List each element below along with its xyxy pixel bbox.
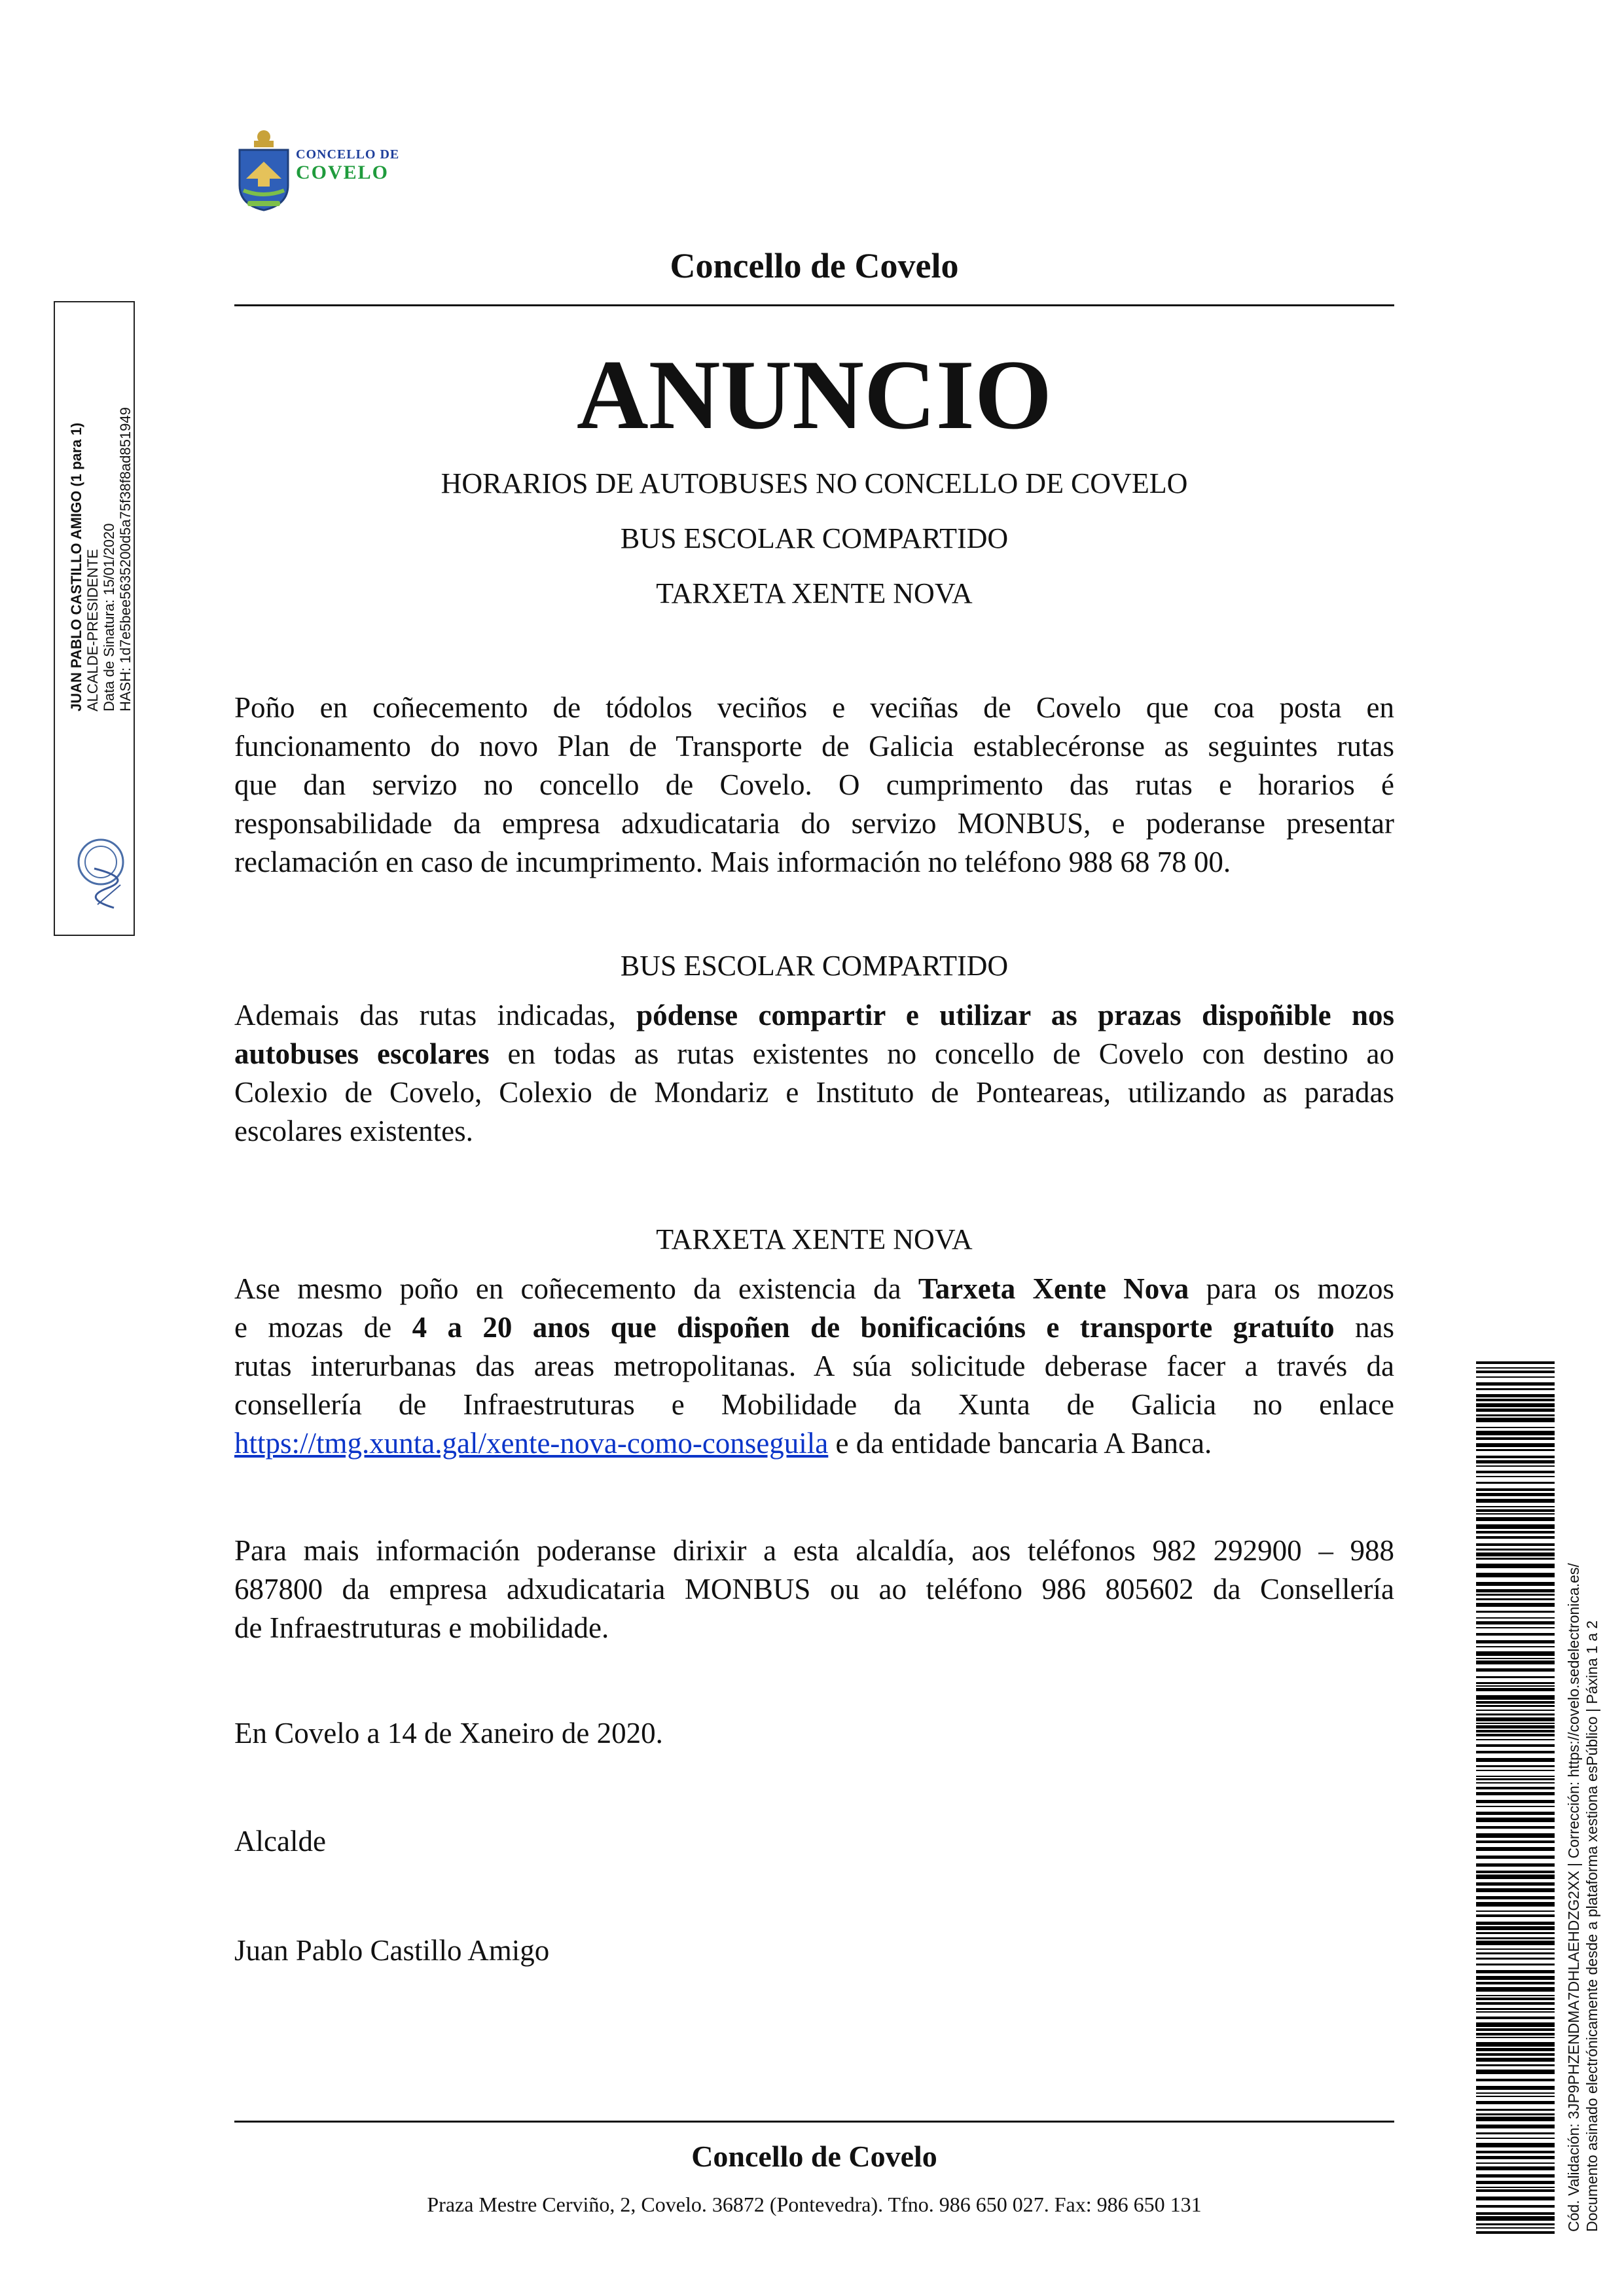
barcode-bar [1476, 1456, 1555, 1458]
barcode-bar [1476, 1603, 1555, 1607]
text-run: nas [1334, 1311, 1394, 1344]
barcode-bar [1476, 1710, 1555, 1711]
barcode-bar [1476, 1871, 1555, 1873]
barcode-bar [1476, 2002, 1555, 2005]
barcode-bar [1476, 1509, 1555, 1512]
signature-date: Data de Sinatura: 15/01/2020 [101, 523, 117, 711]
barcode-bar [1476, 1499, 1555, 1503]
barcode-bar [1476, 1776, 1555, 1777]
barcode-bar [1476, 2187, 1555, 2188]
barcode-bar [1476, 2156, 1555, 2159]
barcode-bar [1476, 1778, 1555, 1780]
barcode-bar [1476, 1734, 1555, 1736]
barcode-bar [1476, 1371, 1555, 1373]
barcode-bar [1476, 2096, 1555, 2097]
logo-line1: CONCELLO DE [296, 147, 400, 162]
barcode-bar [1476, 1646, 1555, 1647]
barcode-bar [1476, 1701, 1555, 1704]
page-title: ANUNCIO [576, 340, 1053, 450]
card-section-paragraph [234, 1270, 1394, 1463]
barcode-bar [1476, 2166, 1555, 2170]
barcode-bar [1476, 1524, 1555, 1529]
barcode-bar [1476, 1856, 1555, 1859]
barcode-bar [1476, 1937, 1555, 1939]
validation-rotated-content [1564, 1355, 1624, 2232]
validation-platform-line: Documento asinado electrónicamente desde a plataforma xestiona esPúblico | Páxina 1 a 2 [1583, 1620, 1600, 2232]
text-run: Ademais das rutas indicadas, [234, 999, 637, 1031]
bus-line [234, 996, 1394, 1035]
barcode-bar [1476, 1465, 1555, 1467]
barcode-bar [1476, 1611, 1555, 1613]
barcode-bar [1476, 1723, 1555, 1724]
barcode-bar [1476, 1970, 1555, 1973]
barcode-bar [1476, 1582, 1555, 1586]
card-line: rutas interurbanas das areas metropolitanas. A súa solicitude deberase facer a través da [234, 1350, 1394, 1382]
text-run: e da entidade bancaria A Banca. [828, 1427, 1212, 1460]
barcode-bar [1476, 1668, 1555, 1672]
bus-line: Colexio de Covelo, Colexio de Mondariz e Instituto de Ponteareas, utilizando as paradas [234, 1076, 1394, 1109]
signature-text [68, 407, 134, 711]
bold-run: autobuses escolares [234, 1037, 490, 1070]
barcode-bar [1476, 1558, 1555, 1560]
barcode-bar [1476, 1676, 1555, 1678]
barcode-bar [1476, 1443, 1555, 1447]
barcode-bar [1476, 1888, 1555, 1892]
barcode-bar [1476, 1976, 1555, 1980]
intro-line: responsabilidade da empresa adxudicataria do servizo MONBUS, e poderanse presentar [234, 807, 1394, 840]
intro-line: funcionamento do novo Plan de Transporte de Galicia establecéronse as seguintes rutas [234, 730, 1394, 762]
barcode-bar [1476, 1640, 1555, 1643]
barcode-bar [1476, 2151, 1555, 2153]
barcode-bar [1476, 1361, 1555, 1364]
barcode-bar [1476, 1982, 1555, 1984]
barcode-bar [1476, 2070, 1555, 2074]
barcode-bar [1476, 1476, 1555, 1477]
text-run: en todas as rutas existentes no concello de Covelo con destino ao [489, 1037, 1394, 1070]
barcode-bar [1476, 2125, 1555, 2128]
barcode-bar [1476, 1627, 1555, 1628]
barcode-bar [1476, 1840, 1555, 1843]
barcode-bar [1476, 1471, 1555, 1473]
barcode-bar [1476, 1403, 1555, 1407]
barcode-bar [1476, 2227, 1555, 2229]
barcode-bar [1476, 1695, 1555, 1700]
footer-title: Concello de Covelo [691, 2140, 937, 2173]
barcode-bar [1476, 1932, 1555, 1934]
signature-hash: HASH: 1d7e5bee5635200d5a75f38f8ad851949 [117, 407, 134, 711]
subtitle-3: TARXETA XENTE NOVA [656, 577, 973, 609]
barcode-bar [1476, 1826, 1555, 1829]
barcode-bar [1476, 1882, 1555, 1886]
barcode-bar [1476, 1812, 1555, 1815]
barcode-bar [1476, 1431, 1555, 1435]
barcode-bar [1476, 1408, 1555, 1412]
barcode-bar [1476, 1705, 1555, 1707]
barcode-bar [1476, 2143, 1555, 2147]
barcode-bar [1476, 1717, 1555, 1721]
barcode-bar [1476, 2011, 1555, 2013]
barcode-bar [1476, 2079, 1555, 2081]
bus-line [234, 1035, 1394, 1073]
concello-logo [234, 128, 400, 213]
barcode-bar [1476, 2064, 1555, 2066]
barcode-bar [1476, 2216, 1555, 2221]
bus-line: escolares existentes. [234, 1115, 473, 1147]
header-divider [234, 304, 1394, 306]
barcode-bar [1476, 2109, 1555, 2111]
barcode-bar [1476, 1594, 1555, 1596]
barcode-bar [1476, 1896, 1555, 1899]
barcode-bar [1476, 1517, 1555, 1521]
bus-section-title: BUS ESCOLAR COMPARTIDO [620, 950, 1009, 982]
barcode-bar [1476, 1782, 1555, 1784]
barcode-bar [1476, 1922, 1555, 1925]
barcode-bar [1476, 1863, 1555, 1867]
barcode-bar [1476, 1806, 1555, 1807]
barcode-bar [1476, 1598, 1555, 1600]
barcode-bar [1476, 1437, 1555, 1440]
barcode-bar [1476, 1493, 1555, 1496]
barcode-bar [1476, 2022, 1555, 2027]
barcode-bar [1476, 1758, 1555, 1762]
barcode-bar [1476, 1941, 1555, 1945]
barcode-bar [1476, 1449, 1555, 1451]
barcode-bar [1476, 2132, 1555, 2134]
barcode-bar [1476, 2037, 1555, 2038]
barcode-bar [1476, 1964, 1555, 1965]
barcode-bar [1476, 1376, 1555, 1378]
intro-line: reclamación en caso de incumprimento. Mais información no teléfono 988 68 78 00. [234, 846, 1231, 878]
barcode-bar [1476, 1589, 1555, 1592]
barcode-bar [1476, 2048, 1555, 2051]
logo-line2: COVELO [296, 162, 389, 183]
barcode-bar [1476, 1730, 1555, 1732]
text-run: Ase mesmo poño en coñecemento da existencia da [234, 1272, 918, 1305]
signature-rotated-content [62, 312, 143, 927]
barcode-bar [1476, 1751, 1555, 1753]
bold-run: pódense compartir e utilizar as prazas dispoñible nos [636, 999, 1394, 1031]
barcode-bar [1476, 2033, 1555, 2036]
barcode-bar [1476, 1902, 1555, 1907]
xente-nova-link[interactable]: https://tmg.xunta.gal/xente-nova-como-conseguila [234, 1427, 829, 1460]
intro-line: que dan servizo no concello de Covelo. O cumprimento das rutas e horarios é [234, 768, 1394, 801]
barcode-bar [1476, 2042, 1555, 2047]
barcode-bar [1476, 2058, 1555, 2062]
contact-line: de Infraestruturas e mobilidade. [234, 1611, 609, 1644]
barcode-bar [1476, 1818, 1555, 1822]
text-run: e mozas de [234, 1311, 412, 1344]
barcode-bar [1476, 2174, 1555, 2178]
barcode-bar [1476, 2197, 1555, 2200]
barcode-bar [1476, 1787, 1555, 1789]
text-run: para os mozos [1189, 1272, 1394, 1305]
card-section-title: TARXETA XENTE NOVA [656, 1223, 973, 1255]
barcode-bar [1476, 1651, 1555, 1656]
barcode-bar [1476, 1621, 1555, 1624]
barcode-bar [1476, 1926, 1555, 1930]
barcode-bar [1476, 2101, 1555, 2104]
barcode-bar [1476, 1382, 1555, 1386]
signer-position: ALCALDE-PRESIDENTE [84, 548, 101, 711]
barcode-bar [1476, 1531, 1555, 1534]
barcode-bar [1476, 1833, 1555, 1838]
barcode-bar [1476, 1725, 1555, 1729]
barcode-bar [1476, 2028, 1555, 2031]
card-line: consellería de Infraestruturas e Mobilidade da Xunta de Galicia no enlace [234, 1388, 1394, 1421]
validation-code-line: Cód. Validación: 3JP9PHZENDMA7DHLAEHDZG2XX | Corrección: https://covelo.sedelectronica.es/ [1565, 1563, 1582, 2232]
subtitle-2: BUS ESCOLAR COMPARTIDO [620, 522, 1009, 554]
barcode-bar [1476, 1800, 1555, 1803]
bold-run: Tarxeta Xente Nova [918, 1272, 1189, 1305]
barcode-bar [1476, 2117, 1555, 2121]
barcode-bar [1476, 2138, 1555, 2139]
barcode-bar [1476, 1739, 1555, 1740]
barcode-bar [1476, 1765, 1555, 1767]
signer-fullname: JUAN PABLO CASTILLO AMIGO (1 para 1) [68, 422, 84, 711]
barcode-bar [1476, 1744, 1555, 1747]
bold-run: 4 a 20 anos que dispoñen de bonificacións e transporte gratuíto [412, 1311, 1335, 1344]
validation-text [1564, 1355, 1601, 2232]
barcode-bar [1476, 2086, 1555, 2090]
intro-paragraph [234, 689, 1394, 882]
barcode-bar [1476, 1688, 1555, 1691]
barcode-bar [1476, 1948, 1555, 1950]
barcode-bar [1476, 1910, 1555, 1912]
barcode-bar [1476, 1792, 1555, 1795]
barcode-bar [1476, 2205, 1555, 2208]
barcode-bar [1476, 1543, 1555, 1546]
barcode-bar [1476, 1513, 1555, 1515]
barcode-bar [1476, 1427, 1555, 1428]
barcode-bar [1476, 1549, 1555, 1551]
coat-of-arms-icon [234, 128, 293, 213]
barcode-bar [1476, 1958, 1555, 1960]
footer-address: Praza Mestre Cerviño, 2, Covelo. 36872 (Pontevedra). Tfno. 986 650 027. Fax: 986 650 131 [427, 2193, 1202, 2216]
barcode-bar [1476, 1987, 1555, 1992]
barcode-bar [1476, 2181, 1555, 2184]
barcode-bar [1476, 2231, 1555, 2234]
card-line [234, 1308, 1394, 1347]
signer-name: Juan Pablo Castillo Amigo [234, 1934, 550, 1967]
barcode-bar [1476, 1874, 1555, 1879]
barcode-bar [1476, 1685, 1555, 1687]
barcode-bar [1476, 2162, 1555, 2164]
contact-line: 687800 da empresa adxudicataria MONBUS ou ao teléfono 986 805602 da Consellería [234, 1573, 1394, 1605]
barcode-bar [1476, 2212, 1555, 2215]
barcode-bar [1476, 1488, 1555, 1491]
intro-line: Poño en coñecemento de tódolos veciños e veciñas de Covelo que coa posta en [234, 691, 1394, 724]
barcode-bar [1476, 1388, 1555, 1390]
barcode-bar [1476, 1394, 1555, 1397]
barcode-bar [1476, 1564, 1555, 1568]
barcode-bar [1476, 1660, 1555, 1664]
barcode-bar [1476, 1482, 1555, 1484]
contact-paragraph [234, 1532, 1394, 1647]
barcode-bar [1476, 1952, 1555, 1954]
barcode-bar [1476, 1506, 1555, 1507]
barcode-bar [1476, 1399, 1555, 1401]
digital-signature-box [54, 301, 135, 936]
barcode-bar [1476, 1658, 1555, 1659]
validation-barcode [1476, 1361, 1555, 2238]
barcode-bar [1476, 1536, 1555, 1539]
subtitle-1: HORARIOS DE AUTOBUSES NO CONCELLO DE COVELO [441, 467, 1188, 499]
card-line [234, 1270, 1394, 1308]
signature-stamp-icon [68, 836, 134, 914]
barcode-bar [1476, 2223, 1555, 2225]
footer-divider [234, 2121, 1394, 2123]
barcode-bar [1476, 2008, 1555, 2010]
barcode-bar [1476, 2113, 1555, 2115]
barcode-bar [1476, 1995, 1555, 1996]
barcode-bar [1476, 1552, 1555, 1556]
card-line [234, 1424, 1394, 1463]
barcode-bar [1476, 1914, 1555, 1917]
barcode-bar [1476, 2017, 1555, 2019]
barcode-bar [1476, 1682, 1555, 1684]
barcode-bar [1476, 1847, 1555, 1851]
barcode-bar [1476, 1573, 1555, 1577]
barcode-bar [1476, 2092, 1555, 2094]
signer-role: Alcalde [234, 1825, 326, 1857]
barcode-bar [1476, 2189, 1555, 2192]
date-line: En Covelo a 14 de Xaneiro de 2020. [234, 1717, 663, 1749]
barcode-bar [1476, 1713, 1555, 1715]
barcode-bar [1476, 1460, 1555, 1463]
bus-section-paragraph [234, 996, 1394, 1151]
barcode-bar [1476, 1414, 1555, 1416]
barcode-bar [1476, 1418, 1555, 1422]
barcode-bar [1476, 1617, 1555, 1619]
barcode-bar [1476, 1367, 1555, 1369]
contact-line: Para mais información poderanse dirixir a esta alcaldía, aos teléfonos 982 292900 – 988 [234, 1534, 1394, 1567]
barcode-bar [1476, 2053, 1555, 2056]
barcode-bar [1476, 1998, 1555, 2000]
barcode-bar [1476, 1770, 1555, 1771]
barcode-bar [1476, 1633, 1555, 1636]
header-title: Concello de Covelo [670, 246, 959, 285]
